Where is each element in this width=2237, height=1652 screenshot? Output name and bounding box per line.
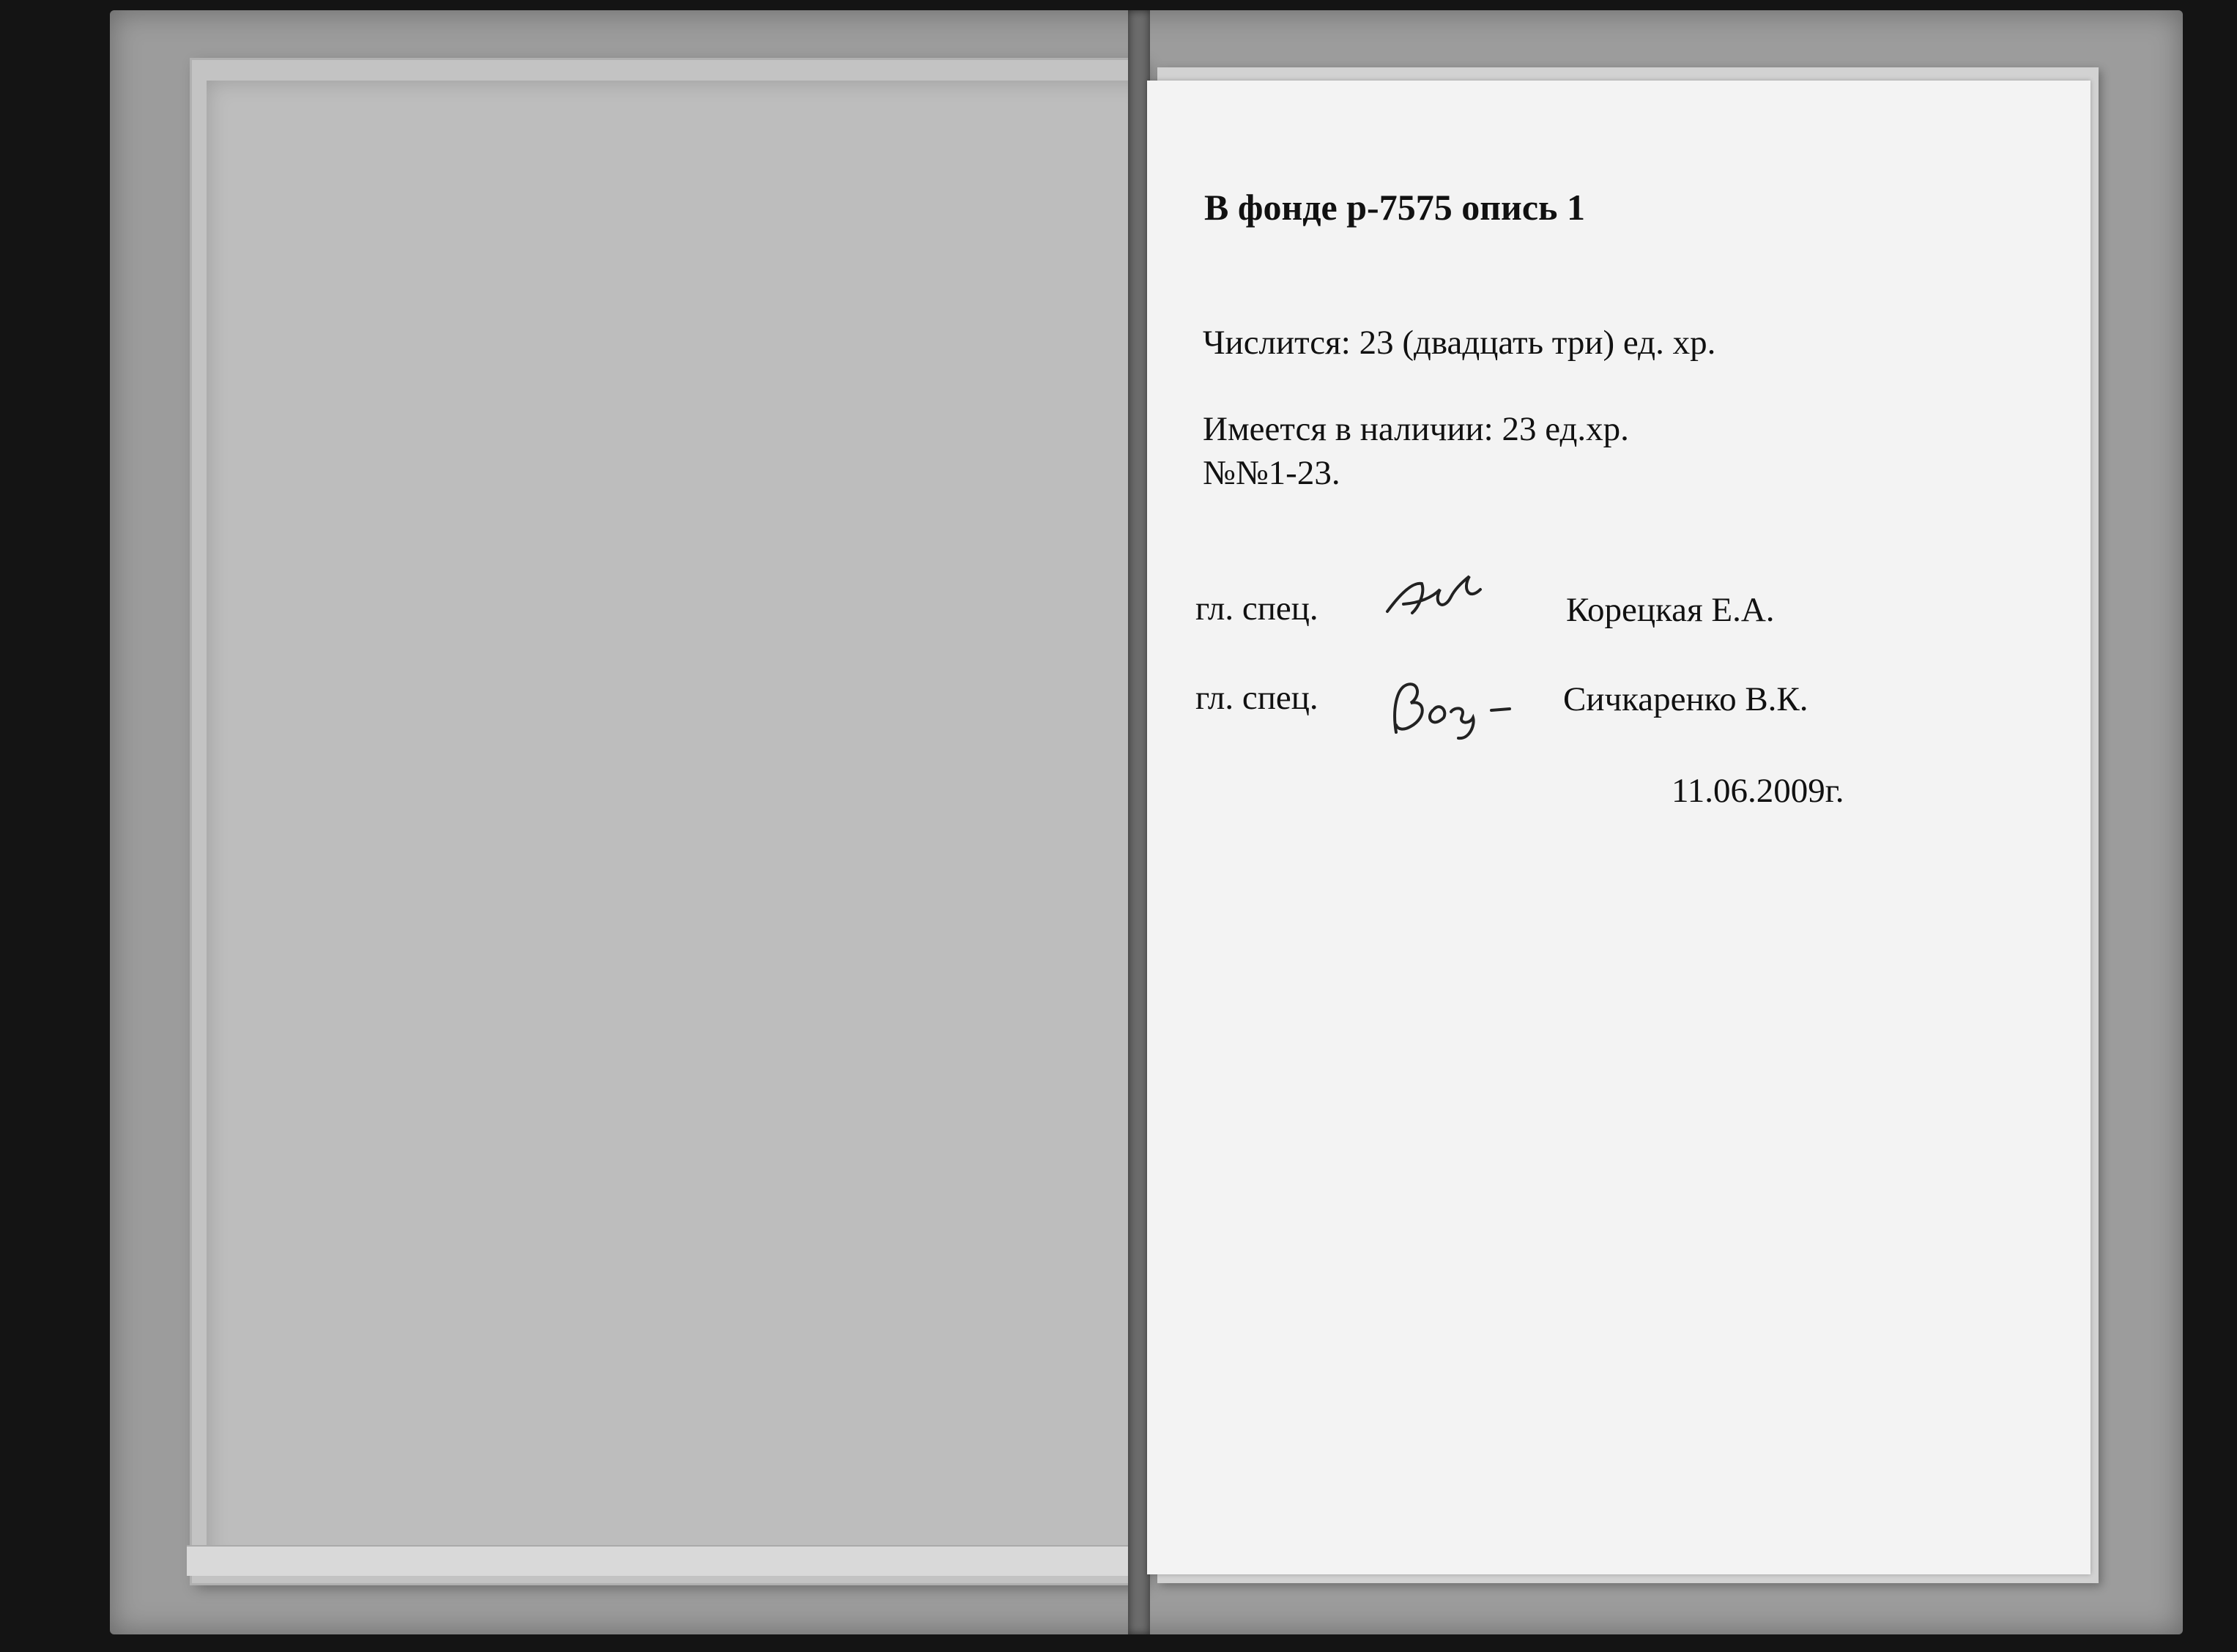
signature-2-image <box>1381 659 1528 747</box>
count-line: Числится: 23 (двадцать три) ед. хр. <box>1203 324 1716 362</box>
available-line: Имеется в наличии: 23 ед.хр. <box>1203 410 1629 448</box>
signatory-2-position: гл. спец. <box>1195 679 1318 717</box>
signatory-1-name: Корецкая Е.А. <box>1566 591 1775 629</box>
document-date: 11.06.2009г. <box>1672 772 1844 810</box>
fond-heading: В фонде р-7575 опись 1 <box>1204 187 1585 228</box>
certification-sheet <box>1147 81 2091 1574</box>
signatory-1-position: гл. спец. <box>1195 589 1318 628</box>
left-blank-page <box>207 81 1151 1567</box>
signatory-2-name: Сичкаренко В.К. <box>1563 680 1808 718</box>
left-page-edge <box>187 1545 1143 1576</box>
signature-1-image <box>1381 568 1491 633</box>
numbers-line: №№1-23. <box>1203 454 1340 492</box>
